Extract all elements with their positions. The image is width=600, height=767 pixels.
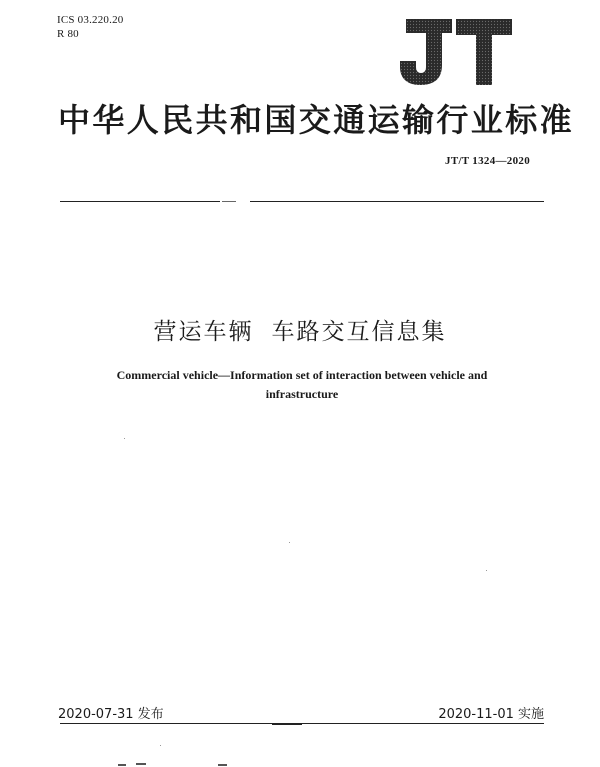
scan-speck [160, 745, 161, 746]
classification-block [57, 13, 123, 41]
header-divider-right [250, 201, 544, 202]
implementation-date: 2020-11-01 实施 [438, 707, 544, 722]
cropped-text-fragment [118, 764, 126, 766]
document-title-en-line2: infrastructure [265, 387, 339, 401]
header-divider-left [60, 201, 220, 202]
class-code: R 80 [57, 28, 79, 40]
cropped-text-fragment [218, 764, 227, 766]
scan-speck [124, 438, 125, 439]
document-title-part2: 车路交互信息集 [271, 319, 447, 345]
issuing-authority-title: 中华人民共和国交通运输行业标准 [58, 101, 575, 139]
jt-logo [400, 17, 512, 87]
standard-number: JT/T 1324—2020 [445, 155, 530, 167]
scan-speck [289, 542, 290, 543]
ics-code: ICS 03.220.20 [57, 14, 124, 26]
footer-divider-thick [272, 723, 302, 725]
cropped-text-fragment [136, 763, 146, 765]
document-title-cn [0, 313, 600, 346]
document-title-part1: 营运车辆 [153, 319, 254, 345]
header-divider-mid [222, 201, 236, 202]
scan-speck [486, 570, 487, 571]
footer-divider [60, 723, 544, 724]
document-title-en-line1: Commercial vehicle—Information set of interaction between vehicle and [116, 368, 488, 382]
document-title-en [60, 366, 544, 404]
release-date: 2020-07-31 发布 [58, 707, 164, 722]
